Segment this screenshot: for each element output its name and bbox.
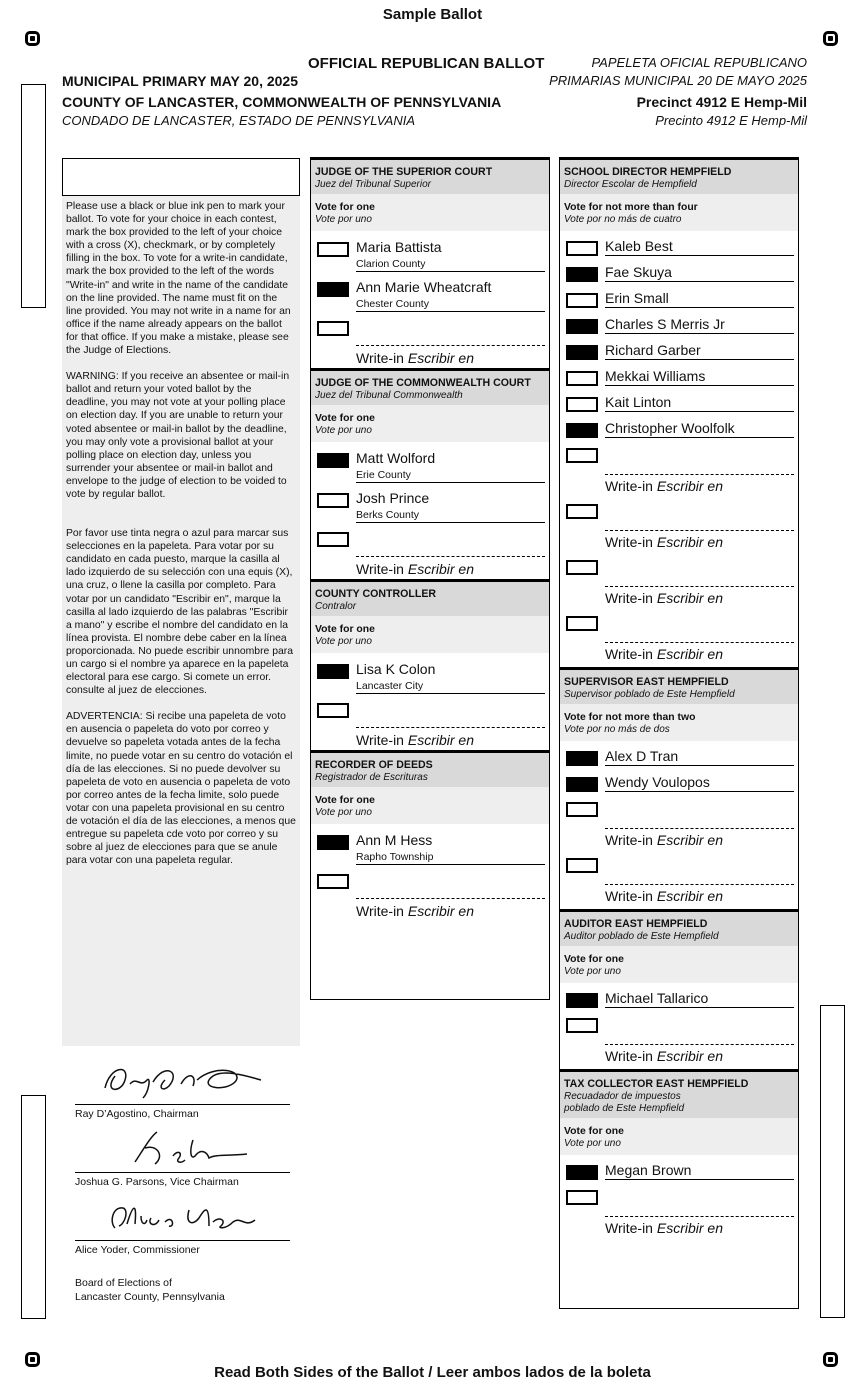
vote-for	[311, 405, 549, 442]
contest-title-es: Juez del Tribunal Superior	[315, 179, 431, 190]
vote-checkbox[interactable]	[566, 993, 598, 1008]
write-in-label: Write-in Escribir en	[356, 732, 474, 748]
candidate-name: Ann Marie Wheatcraft	[356, 279, 492, 295]
vote-checkbox[interactable]	[566, 293, 598, 308]
contest-title-es: Recuadador de impuestos	[564, 1091, 681, 1102]
write-in-label: Write-in Escribir en	[605, 534, 723, 550]
contest	[311, 582, 549, 753]
write-in-line[interactable]	[356, 727, 545, 728]
county-name-es: CONDADO DE LANCASTER, ESTADO DE PENNSYLVANIA	[62, 113, 416, 128]
candidate-option[interactable]	[560, 1159, 798, 1185]
write-in-checkbox[interactable]	[317, 532, 349, 547]
contest-column-right	[559, 157, 799, 1309]
candidate-residence: Clarion County	[356, 258, 545, 272]
write-in-option[interactable]	[560, 555, 798, 611]
candidate-name: Erin Small	[605, 290, 794, 308]
candidate-name: Maria Battista	[356, 239, 442, 255]
candidate-residence: Erie County	[356, 469, 545, 483]
vote-for-label-es: Vote por uno	[315, 425, 372, 436]
contest	[311, 160, 549, 371]
candidate-option[interactable]	[560, 339, 798, 365]
contest-header	[311, 582, 549, 616]
candidate-name: Charles S Merris Jr	[605, 316, 794, 334]
contest-title-es: Director Escolar de Hempfield	[564, 179, 697, 190]
page-title: Sample Ballot	[382, 6, 483, 23]
candidate-option[interactable]	[560, 771, 798, 797]
candidate-option[interactable]	[560, 745, 798, 771]
candidate-residence: Berks County	[356, 509, 545, 523]
candidate-residence: Rapho Township	[356, 851, 545, 865]
contest-title: JUDGE OF THE COMMONWEALTH COURT	[315, 377, 531, 389]
write-in-checkbox[interactable]	[566, 448, 598, 463]
vote-for-label: Vote for one	[564, 954, 624, 965]
candidate-name: Michael Tallarico	[605, 990, 794, 1008]
vote-for	[311, 787, 549, 824]
write-in-checkbox[interactable]	[566, 1190, 598, 1205]
vote-checkbox[interactable]	[317, 282, 349, 297]
write-in-line[interactable]	[605, 586, 794, 587]
contest-title: SUPERVISOR EAST HEMPFIELD	[564, 676, 729, 688]
contest-title-es: Juez del Tribunal Commonwealth	[315, 390, 463, 401]
vote-checkbox[interactable]	[317, 453, 349, 468]
vote-checkbox[interactable]	[566, 345, 598, 360]
write-in-checkbox[interactable]	[566, 560, 598, 575]
vote-for-label-es: Vote por uno	[564, 966, 621, 977]
candidate-name: Mekkai Williams	[605, 368, 794, 386]
candidate-option[interactable]	[311, 657, 549, 697]
footer-note: Read Both Sides of the Ballot / Leer ambos lados de la boleta	[214, 1364, 651, 1381]
candidate-option[interactable]	[560, 417, 798, 443]
contest	[311, 753, 549, 921]
write-in-checkbox[interactable]	[566, 504, 598, 519]
signature-icon	[85, 1194, 275, 1238]
candidate-name: Lisa K Colon	[356, 661, 436, 677]
candidate-option[interactable]	[560, 391, 798, 417]
signature-2	[75, 1124, 290, 1172]
write-in-checkbox[interactable]	[566, 1018, 598, 1033]
instructions-panel	[62, 158, 300, 1046]
contest-header	[311, 160, 549, 194]
write-in-label: Write-in Escribir en	[605, 478, 723, 494]
vote-checkbox[interactable]	[566, 241, 598, 256]
candidate-residence: Lancaster City	[356, 680, 545, 694]
vote-for-label: Vote for one	[564, 1126, 624, 1137]
write-in-checkbox[interactable]	[566, 802, 598, 817]
contest-title-es: Registrador de Escrituras	[315, 772, 428, 783]
candidate-option[interactable]	[560, 365, 798, 391]
write-in-label: Write-in Escribir en	[605, 1048, 723, 1064]
vote-checkbox[interactable]	[317, 242, 349, 257]
candidate-name: Wendy Voulopos	[605, 774, 794, 792]
vote-for-label: Vote for not more than four	[564, 202, 698, 213]
signature-icon	[85, 1058, 275, 1102]
ballot-title-es: PAPELETA OFICIAL REPUBLICANO	[591, 55, 807, 70]
registration-mark-icon	[25, 31, 40, 46]
vote-for-label: Vote for one	[315, 624, 375, 635]
ballot-title: OFFICIAL REPUBLICAN BALLOT	[308, 55, 545, 72]
write-in-option[interactable]	[311, 868, 549, 921]
vote-for-label-es: Vote por uno	[315, 636, 372, 647]
signature-1	[75, 1056, 290, 1104]
candidate-option[interactable]	[311, 275, 549, 315]
vote-checkbox[interactable]	[566, 423, 598, 438]
vote-for	[560, 194, 798, 231]
candidate-name: Ann M Hess	[356, 832, 433, 848]
contest-title: COUNTY CONTROLLER	[315, 588, 437, 600]
contest-title-es: Supervisor poblado de Este Hempfield	[564, 689, 735, 700]
vote-for	[560, 1118, 798, 1155]
instructions-es: Por favor use tinta negra o azul para marcar sus selecciones en la papeleta. Para votar por su candidato en cada puesto, marque la casilla al lado izquierdo de su selección con una equis (X), una cruz, o llene la casilla por completo. Para votar por un candidato "Escribir en", marque la casilla al lado izquierdo de las palabras "Escribir a mano" y escribe el nombre del candidato en la línea provista. El nombre debe caber en la línea proporcionada. No puede escribir unnombre para un cargo si el nombre ya aparece en la papeleta electoral para ese cargo. Si comete un error. consulte al juez de elecciones.	[66, 528, 294, 697]
signer-name: Alice Yoder, Commissioner	[75, 1244, 200, 1256]
candidate-option[interactable]	[311, 828, 549, 868]
write-in-line[interactable]	[356, 898, 545, 899]
write-in-option[interactable]	[560, 1013, 798, 1069]
write-in-checkbox[interactable]	[317, 874, 349, 889]
write-in-label: Write-in Escribir en	[605, 1220, 723, 1236]
write-in-option[interactable]	[560, 611, 798, 667]
write-in-label: Write-in Escribir en	[605, 590, 723, 606]
vote-checkbox[interactable]	[317, 664, 349, 679]
write-in-label: Write-in Escribir en	[356, 350, 474, 366]
candidate-residence: Chester County	[356, 298, 545, 312]
write-in-option[interactable]	[311, 697, 549, 750]
vote-for-label: Vote for one	[315, 795, 375, 806]
write-in-line[interactable]	[605, 828, 794, 829]
contest-title-es: Auditor poblado de Este Hempfield	[564, 931, 719, 942]
write-in-label: Write-in Escribir en	[356, 903, 474, 919]
vote-for	[311, 194, 549, 231]
candidate-option[interactable]	[311, 235, 549, 275]
contest	[560, 1072, 798, 1241]
write-in-checkbox[interactable]	[566, 858, 598, 873]
contest	[560, 670, 798, 912]
candidate-name: Alex D Tran	[605, 748, 794, 766]
vote-for-label-es: Vote por uno	[315, 807, 372, 818]
vote-for-label: Vote for one	[315, 413, 375, 424]
write-in-line[interactable]	[605, 1044, 794, 1045]
board-of-elections: Board of Elections of Lancaster County, Pennsylvania	[75, 1277, 225, 1303]
write-in-option[interactable]	[311, 526, 549, 579]
contest-title-es: Contralor	[315, 601, 357, 612]
vote-for-label-es: Vote por uno	[564, 1138, 621, 1149]
write-in-checkbox[interactable]	[566, 616, 598, 631]
vote-for	[560, 946, 798, 983]
write-in-option[interactable]	[560, 853, 798, 909]
candidate-option[interactable]	[311, 486, 549, 526]
candidate-option[interactable]	[311, 446, 549, 486]
warning-en: WARNING: If you receive an absentee or mail-in ballot and return your voted ballot by the deadline, you may not vote at your polling place on election day. If you are unable to return your voted absentee or mail-in ballot by the deadline, you may only vote a provisional ballot at your polling place on election day, unless you surrender your absentee or mail-in ballot and envelope to the judge of election to be voided to vote by regular ballot.	[66, 371, 290, 500]
write-in-option[interactable]	[560, 443, 798, 499]
write-in-line[interactable]	[605, 884, 794, 885]
vote-checkbox[interactable]	[317, 835, 349, 850]
precinct-es: Precinto 4912 E Hemp-Mil	[655, 113, 807, 128]
candidate-name: Christopher Woolfolk	[605, 420, 794, 438]
contest-title: RECORDER OF DEEDS	[315, 759, 433, 771]
candidate-name: Richard Garber	[605, 342, 794, 360]
write-in-option[interactable]	[311, 315, 549, 368]
write-in-line[interactable]	[605, 474, 794, 475]
signature-icon	[85, 1126, 275, 1170]
contest	[560, 912, 798, 1072]
timing-strip	[820, 1005, 845, 1318]
candidate-option[interactable]	[560, 313, 798, 339]
registration-mark-icon	[823, 31, 838, 46]
write-in-checkbox[interactable]	[317, 703, 349, 718]
candidate-option[interactable]	[560, 235, 798, 261]
contest-header	[311, 371, 549, 405]
contest-header	[560, 1072, 798, 1118]
write-in-line[interactable]	[356, 556, 545, 557]
vote-for	[311, 616, 549, 653]
candidate-name: Matt Wolford	[356, 450, 436, 466]
vote-checkbox[interactable]	[317, 493, 349, 508]
candidate-option[interactable]	[560, 987, 798, 1013]
contest-title: JUDGE OF THE SUPERIOR COURT	[315, 166, 493, 178]
write-in-option[interactable]	[560, 797, 798, 853]
instructions-text	[66, 200, 296, 880]
signature-3	[75, 1192, 290, 1240]
vote-for-label-es: Vote por uno	[315, 214, 372, 225]
vote-checkbox[interactable]	[566, 777, 598, 792]
write-in-line[interactable]	[605, 1216, 794, 1217]
candidate-option[interactable]	[560, 287, 798, 313]
vote-for-label-es: Vote por no más de dos	[564, 724, 670, 735]
contest-header	[311, 753, 549, 787]
candidate-name: Kaleb Best	[605, 238, 794, 256]
timing-strip	[21, 1095, 46, 1319]
election-name: MUNICIPAL PRIMARY MAY 20, 2025	[62, 73, 299, 89]
vote-checkbox[interactable]	[566, 1165, 598, 1180]
write-in-label: Write-in Escribir en	[605, 832, 723, 848]
ballot-id-box	[62, 158, 300, 196]
contest-header	[560, 160, 798, 194]
vote-checkbox[interactable]	[566, 319, 598, 334]
contest-column-middle	[310, 157, 550, 1000]
warning-es: ADVERTENCIA: Si recibe una papeleta de voto en ausencia o papeleta do voto por correo y devuelve so papeleta votada antes de la fecha limite, no puede votar en su centro do votación el día de las elecciones. Si no puede devolver su papeleta de voto en ausencia o papeleta de voto por correo antes de la fecha limite, solo puede votar con una papeleta provisional en su centro de votación el día de las elecciones, a menos que entregue su papeleta cde voto por correo y su sobre al juez de elecciones para que se anule para votar con una papeleta regular.	[66, 711, 296, 867]
instructions-en: Please use a black or blue ink pen to mark your ballot. To vote for your choice in each contest, mark the box provided to the left of your choice with a cross (X), checkmark, or by completely filling in the box. To vote for a write-in candidate, mark the box provided to the left of the words "Write-in" and write in the name of the candidate on the line provided. The name must fit on the line provided. You may not write in a name for an office if the name already appears on the ballot for that office. If you make a mistake, please see the Judge of Elections.	[66, 201, 291, 357]
write-in-label: Write-in Escribir en	[356, 561, 474, 577]
contest	[560, 160, 798, 670]
contest-title: SCHOOL DIRECTOR HEMPFIELD	[564, 166, 732, 178]
contest-title: TAX COLLECTOR EAST HEMPFIELD	[564, 1078, 749, 1090]
contest-title-es: poblado de Este Hempfield	[564, 1103, 685, 1114]
write-in-checkbox[interactable]	[317, 321, 349, 336]
write-in-label: Write-in Escribir en	[605, 888, 723, 904]
vote-checkbox[interactable]	[566, 751, 598, 766]
vote-for-label-es: Vote por no más de cuatro	[564, 214, 682, 225]
vote-checkbox[interactable]	[566, 371, 598, 386]
write-in-option[interactable]	[560, 1185, 798, 1241]
election-name-es: PRIMARIAS MUNICIPAL 20 DE MAYO 2025	[549, 73, 807, 88]
vote-checkbox[interactable]	[566, 267, 598, 282]
candidate-name: Fae Skuya	[605, 264, 794, 282]
signer-name: Ray D’Agostino, Chairman	[75, 1108, 199, 1120]
write-in-line[interactable]	[356, 345, 545, 346]
candidate-name: Josh Prince	[356, 490, 430, 506]
signer-name: Joshua G. Parsons, Vice Chairman	[75, 1176, 239, 1188]
write-in-option[interactable]	[560, 499, 798, 555]
vote-for-label: Vote for one	[315, 202, 375, 213]
vote-for	[560, 704, 798, 741]
precinct: Precinct 4912 E Hemp-Mil	[636, 94, 807, 110]
county-name: COUNTY OF LANCASTER, COMMONWEALTH OF PENNSYLVANIA	[62, 94, 502, 110]
contest	[311, 371, 549, 582]
write-in-label: Write-in Escribir en	[605, 646, 723, 662]
write-in-line[interactable]	[605, 642, 794, 643]
candidate-option[interactable]	[560, 261, 798, 287]
contest-header	[560, 912, 798, 946]
candidate-name: Kait Linton	[605, 394, 794, 412]
write-in-line[interactable]	[605, 530, 794, 531]
signatures	[75, 1056, 290, 1304]
contest-header	[560, 670, 798, 704]
timing-strip	[21, 84, 46, 308]
contest-title: AUDITOR EAST HEMPFIELD	[564, 918, 708, 930]
vote-checkbox[interactable]	[566, 397, 598, 412]
candidate-name: Megan Brown	[605, 1162, 794, 1180]
vote-for-label: Vote for not more than two	[564, 712, 696, 723]
